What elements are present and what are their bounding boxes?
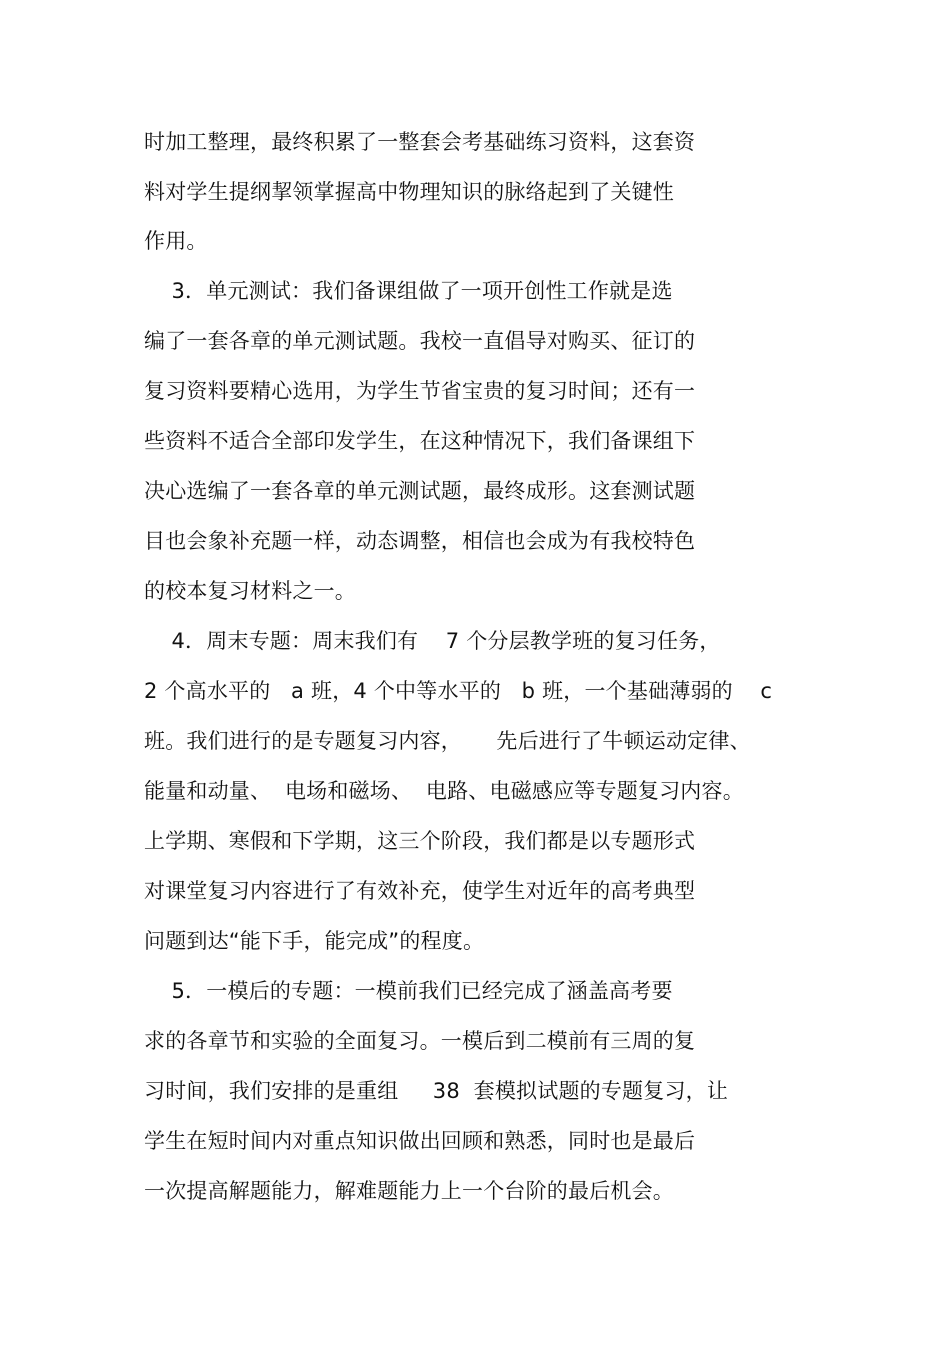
text-line: 能量和动量、 电场和磁场、 电路、电磁感应等专题复习内容。 bbox=[144, 779, 744, 803]
text-line: 编了一套各章的单元测试题。我校一直倡导对购买、征订的 bbox=[144, 329, 696, 353]
text-line: 作用。 bbox=[144, 229, 208, 253]
text-line: 决心选编了一套各章的单元测试题，最终成形。这套测试题 bbox=[144, 479, 696, 503]
paragraph-5-heading-line: 5．一模后的专题：一模前我们已经完成了涵盖高考要 bbox=[144, 979, 673, 1003]
text-line: 班。我们进行的是专题复习内容， 先后进行了牛顿运动定律、 bbox=[144, 729, 751, 753]
text-line: 对课堂复习内容进行了有效补充，使学生对近年的高考典型 bbox=[144, 879, 696, 903]
text-line: 2 个高水平的 a 班，4 个中等水平的 b 班，一个基础薄弱的 c bbox=[144, 679, 773, 703]
text-line: 时加工整理，最终积累了一整套会考基础练习资料，这套资 bbox=[144, 130, 696, 154]
text-line: 料对学生提纲挈领掌握高中物理知识的脉络起到了关键性 bbox=[144, 180, 674, 204]
text-line: 的校本复习材料之一。 bbox=[144, 579, 356, 603]
paragraph-4-heading-line: 4．周末专题：周末我们有 7 个分层教学班的复习任务， bbox=[144, 629, 721, 653]
text-line: 目也会象补充题一样，动态调整，相信也会成为有我校特色 bbox=[144, 529, 696, 553]
text-line: 复习资料要精心选用，为学生节省宝贵的复习时间；还有一 bbox=[144, 379, 696, 403]
text-line: 问题到达“能下手，能完成”的程度。 bbox=[144, 929, 485, 953]
text-line: 学生在短时间内对重点知识做出回顾和熟悉，同时也是最后 bbox=[144, 1129, 696, 1153]
text-line: 上学期、寒假和下学期，这三个阶段，我们都是以专题形式 bbox=[144, 829, 696, 853]
text-line: 一次提高解题能力，解难题能力上一个台阶的最后机会。 bbox=[144, 1179, 674, 1203]
text-line: 习时间，我们安排的是重组 38 套模拟试题的专题复习，让 bbox=[144, 1079, 729, 1103]
paragraph-3-heading-line: 3．单元测试：我们备课组做了一项开创性工作就是选 bbox=[144, 279, 673, 303]
text-line: 些资料不适合全部印发学生，在这种情况下，我们备课组下 bbox=[144, 429, 696, 453]
text-line: 求的各章节和实验的全面复习。一模后到二模前有三周的复 bbox=[144, 1029, 696, 1053]
